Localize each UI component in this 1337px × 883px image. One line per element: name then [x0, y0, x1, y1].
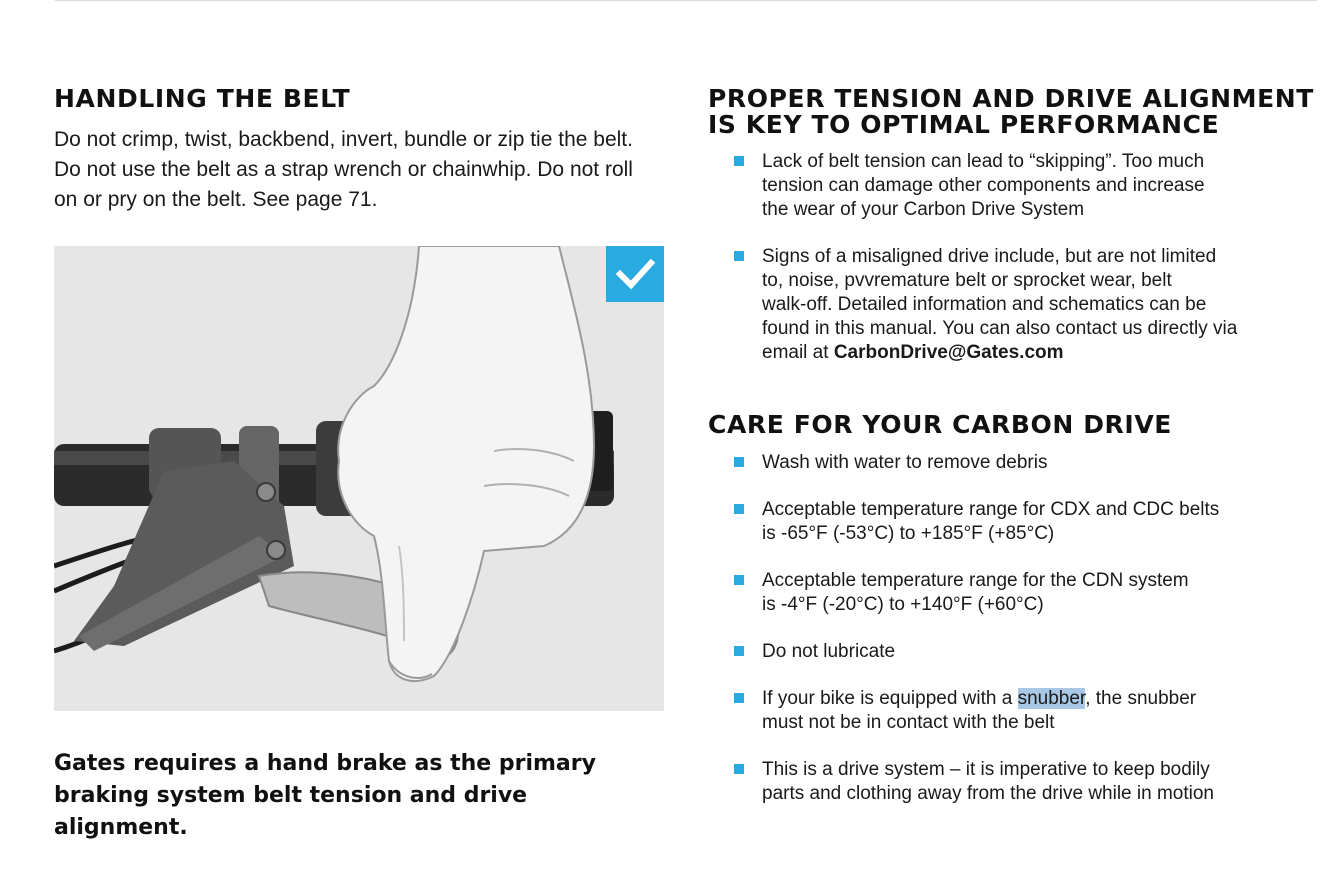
list-item-text: Lack of belt tension can lead to “skipping”. Too much tension can damage other components and increase the wear of your Carbon Drive System	[762, 151, 1205, 220]
care-list	[734, 451, 1324, 829]
square-bullet-icon	[734, 646, 744, 656]
selected-text-highlight[interactable]: snubber	[1017, 688, 1086, 709]
list-item	[734, 569, 1324, 617]
list-item	[734, 758, 1324, 806]
list-item-text: Acceptable temperature range for the CDN system is -4°F (-20°C) to +140°F (+60°C)	[762, 570, 1189, 615]
list-item-text: Acceptable temperature range for CDX and CDC belts is -65°F (-53°C) to +185°F (+85°C)	[762, 499, 1220, 544]
square-bullet-icon	[734, 504, 744, 514]
tension-heading-line2: IS KEY TO OPTIMAL PERFORMANCE	[708, 110, 1220, 139]
list-item-text: Wash with water to remove debris	[762, 452, 1048, 473]
email-link[interactable]: CarbonDrive@Gates.com	[833, 342, 1064, 363]
list-item-text: Signs of a misaligned drive include, but are not limited to, noise, pvvremature belt or sprocket wear, belt walk-off. Detailed information and schematics can be found in this manual. You can also contact us directly via email at CarbonDrive@Gates.com	[762, 246, 1238, 363]
list-item	[734, 451, 1324, 475]
handling-body: Do not crimp, twist, backbend, invert, bundle or zip tie the belt. Do not use the belt as a strap wrench or chainwhip. Do not roll on or pry on the belt. See page 71.	[54, 128, 633, 211]
check-icon	[606, 246, 664, 302]
list-item	[734, 687, 1324, 735]
list-item-text: If your bike is equipped with a snubber, the snubber must not be in contact with the belt	[762, 688, 1197, 733]
square-bullet-icon	[734, 575, 744, 585]
list-item	[734, 150, 1324, 222]
tension-heading	[708, 86, 1328, 138]
list-item	[734, 640, 1324, 664]
care-heading: CARE FOR YOUR CARBON DRIVE	[708, 410, 1172, 439]
list-item	[734, 245, 1324, 365]
brake-caption: Gates requires a hand brake as the primary braking system belt tension and drive alignment.	[54, 751, 596, 840]
list-item-text: This is a drive system – it is imperative to keep bodily parts and clothing away from the drive while in motion	[762, 759, 1215, 804]
list-item-text: Do not lubricate	[762, 641, 896, 662]
square-bullet-icon	[734, 251, 744, 261]
square-bullet-icon	[734, 764, 744, 774]
square-bullet-icon	[734, 156, 744, 166]
tension-heading-line1: PROPER TENSION AND DRIVE ALIGNMENT	[708, 84, 1314, 113]
square-bullet-icon	[734, 693, 744, 703]
top-divider	[55, 0, 1317, 1]
list-item	[734, 498, 1324, 546]
handling-heading: HANDLING THE BELT	[54, 84, 351, 113]
square-bullet-icon	[734, 457, 744, 467]
hand-on-brake-image	[54, 246, 664, 711]
tension-list	[734, 150, 1324, 388]
brake-lever-illustration	[54, 246, 664, 711]
